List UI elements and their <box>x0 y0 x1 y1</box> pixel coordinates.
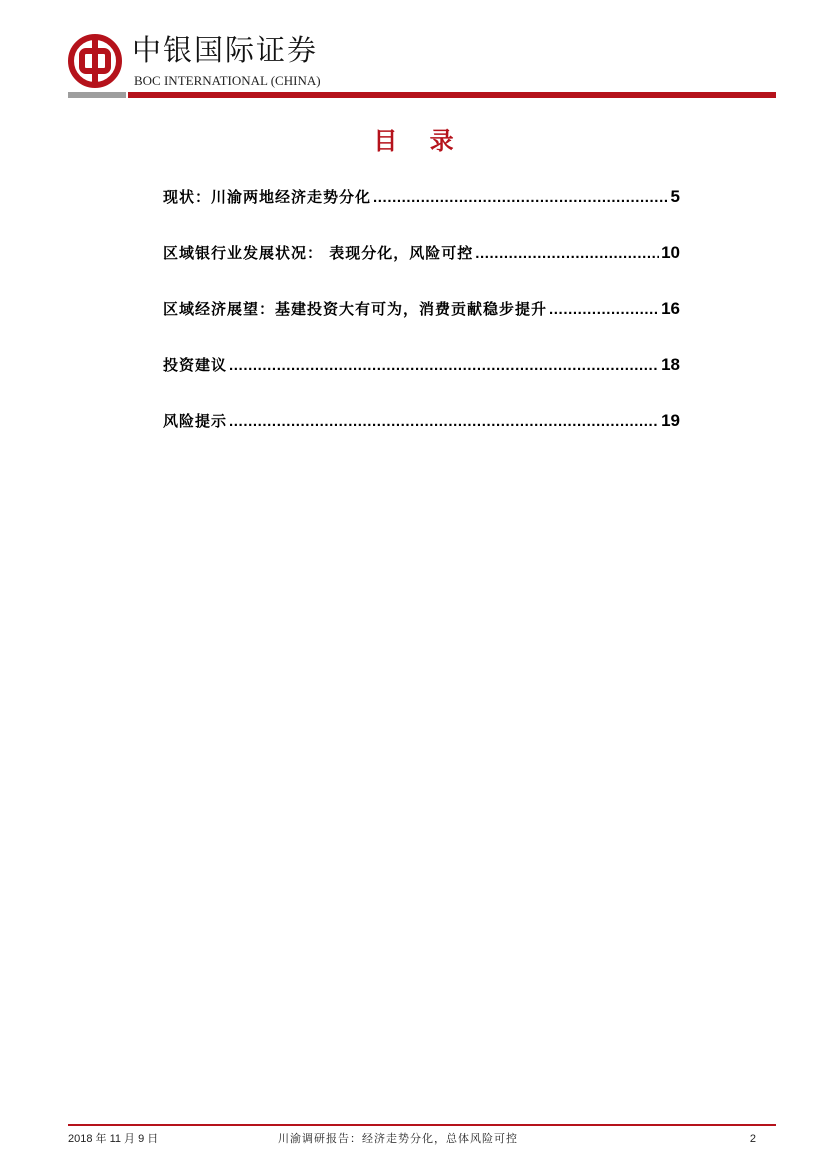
toc-entry-page[interactable]: 16 <box>661 299 680 318</box>
toc-dot-leader <box>475 245 659 262</box>
toc-entry[interactable] <box>163 410 680 466</box>
header-rule-gray <box>68 92 126 98</box>
toc-entry-text[interactable]: 区域经济展望：基建投资大有可为，消费贡献稳步提升 <box>163 300 548 318</box>
footer-report-title: 川渝调研报告：经济走势分化，总体风险可控 <box>278 1132 518 1145</box>
toc-dot-leader <box>229 413 659 430</box>
footer-page-number: 2 <box>749 1133 756 1145</box>
toc-entry[interactable] <box>163 354 680 410</box>
toc-entry-page[interactable]: 18 <box>661 355 680 374</box>
brand-name-en: BOC INTERNATIONAL (CHINA) <box>134 73 321 88</box>
page-header <box>0 0 827 100</box>
footer-rule <box>68 1124 776 1126</box>
toc-entry[interactable] <box>163 242 680 298</box>
table-of-contents <box>163 186 680 466</box>
toc-dot-leader <box>549 301 659 318</box>
page-footer <box>68 1131 776 1147</box>
footer-date: 2018 年 11 月 9 日 <box>68 1133 159 1145</box>
brand-name-cn: 中银国际证券 <box>132 33 319 67</box>
toc-entry[interactable] <box>163 298 680 354</box>
toc-dot-leader <box>229 357 659 374</box>
toc-entry-text[interactable]: 风险提示 <box>163 412 228 430</box>
toc-title: 目 录 <box>373 127 466 155</box>
toc-entry[interactable] <box>163 186 680 242</box>
toc-entry-text[interactable]: 投资建议 <box>163 356 228 374</box>
header-rule-red <box>128 92 776 98</box>
toc-dot-leader <box>373 189 669 206</box>
toc-entry-page[interactable]: 5 <box>670 187 680 206</box>
toc-entry-text[interactable]: 区域银行业发展状况： 表现分化，风险可控 <box>163 244 474 262</box>
toc-entry-page[interactable]: 10 <box>661 243 680 262</box>
toc-entry-text[interactable]: 现状：川渝两地经济走势分化 <box>163 188 372 206</box>
toc-entry-page[interactable]: 19 <box>661 411 680 430</box>
boc-logo-icon <box>68 34 122 88</box>
